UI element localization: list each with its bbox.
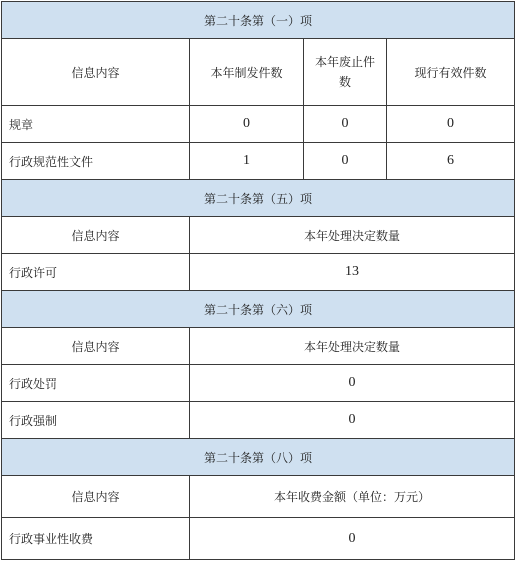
cell-value: 0 — [190, 106, 304, 143]
column-header-decisions: 本年处理决定数量 — [190, 328, 515, 365]
cell-value: 0 — [387, 106, 515, 143]
section-header-row — [2, 439, 515, 476]
column-header-info: 信息内容 — [2, 217, 190, 254]
cell-value: 0 — [304, 143, 387, 180]
column-header-issued: 本年制发件数 — [190, 39, 304, 106]
cell-value: 0 — [190, 402, 515, 439]
column-header-fees: 本年收费金额（单位：万元） — [190, 476, 515, 518]
row-label: 规章 — [2, 106, 190, 143]
cell-value: 0 — [304, 106, 387, 143]
table-row — [2, 402, 515, 439]
row-label: 行政事业性收费 — [2, 518, 190, 560]
table-row — [2, 143, 515, 180]
row-label: 行政规范性文件 — [2, 143, 190, 180]
section-header-row — [2, 291, 515, 328]
row-label: 行政许可 — [2, 254, 190, 291]
cell-value: 13 — [190, 254, 515, 291]
column-header-info: 信息内容 — [2, 39, 190, 106]
table-row — [2, 106, 515, 143]
section-header-row — [2, 180, 515, 217]
column-header-valid: 现行有效件数 — [387, 39, 515, 106]
table-row — [2, 518, 515, 560]
cell-value: 0 — [190, 365, 515, 402]
column-header-info: 信息内容 — [2, 328, 190, 365]
row-label: 行政强制 — [2, 402, 190, 439]
column-header-row — [2, 217, 515, 254]
column-header-info: 信息内容 — [2, 476, 190, 518]
section-title: 第二十条第（五）项 — [2, 180, 515, 217]
cell-value: 6 — [387, 143, 515, 180]
disclosure-table — [1, 1, 515, 560]
section-header-row — [2, 2, 515, 39]
section-title: 第二十条第（八）项 — [2, 439, 515, 476]
cell-value: 0 — [190, 518, 515, 560]
section-title: 第二十条第（六）项 — [2, 291, 515, 328]
column-header-row — [2, 328, 515, 365]
section-title: 第二十条第（一）项 — [2, 2, 515, 39]
column-header-row — [2, 476, 515, 518]
row-label: 行政处罚 — [2, 365, 190, 402]
table-row — [2, 365, 515, 402]
column-header-abolished: 本年废止件数 — [304, 39, 387, 106]
column-header-row — [2, 39, 515, 106]
table-row — [2, 254, 515, 291]
cell-value: 1 — [190, 143, 304, 180]
column-header-decisions: 本年处理决定数量 — [190, 217, 515, 254]
